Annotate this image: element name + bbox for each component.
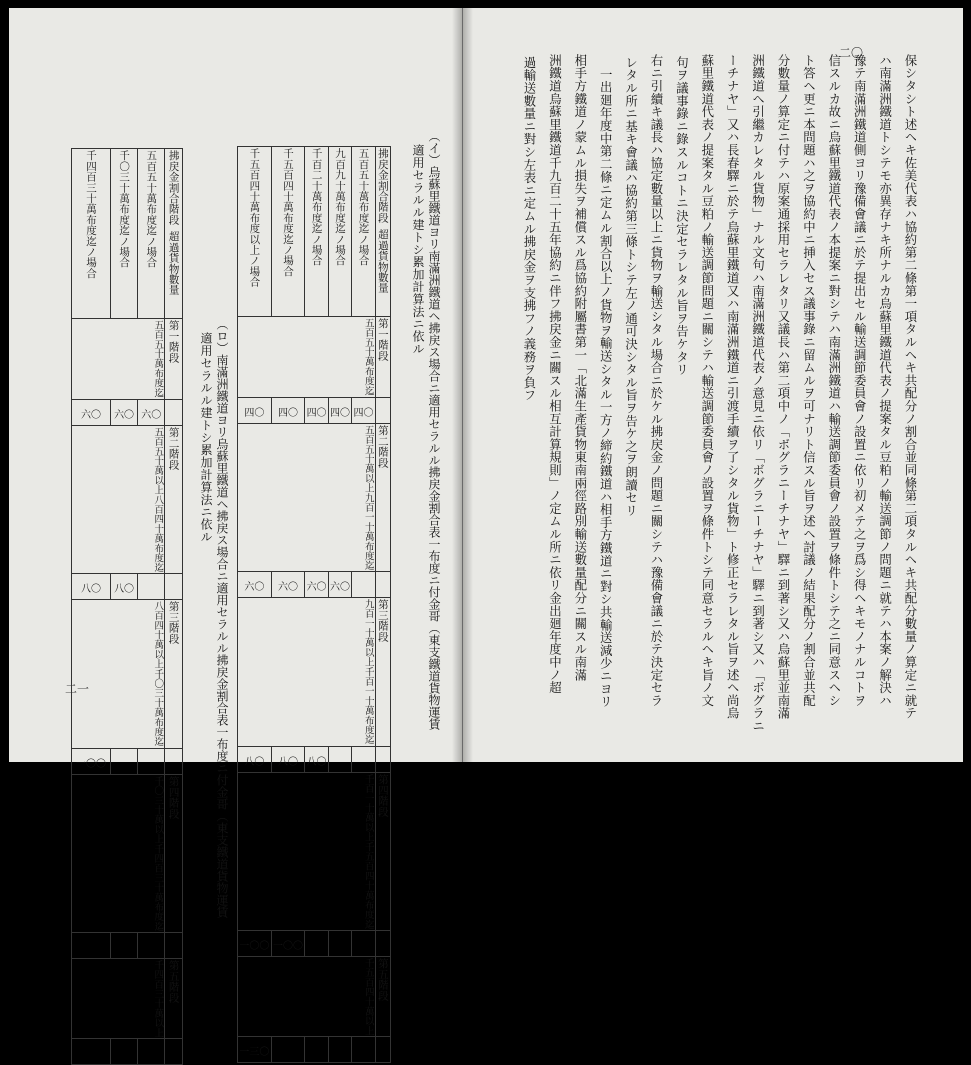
page-number: 二〇	[839, 46, 864, 60]
refund-rate-cell: 一〇〇	[75, 758, 106, 770]
stage-label: 第五階段	[376, 957, 389, 1001]
refund-rate-cell: 四〇	[330, 407, 351, 419]
refund-table-i	[237, 146, 391, 1063]
refund-rate-cell: 八〇	[306, 756, 327, 768]
text-column: 信スルカ故ニ烏蘇里鐵道代表ノ本提案ニ對シテハ南滿洲鐵道ハ輸送調節委員會ノ設置ヲ條件トシテ之ニ同意スヘシ	[826, 54, 842, 707]
stage-label: 第四階段	[167, 775, 180, 819]
stage-label: 第二階段	[167, 426, 180, 470]
refund-rate-cell: 八〇	[278, 756, 299, 768]
stage-label: 第一階段	[167, 320, 180, 363]
stage-range: 五百五十萬布度迄	[152, 320, 164, 398]
refund-rate-cell: 四〇	[306, 407, 327, 419]
text-column: 句ヲ議事錄ニ錄スルコトニ決定セラレタル旨ヲ告ケタリ	[674, 56, 690, 376]
table-row-label: 千五百四十萬布度迄ノ場合	[282, 148, 295, 277]
right-page	[463, 8, 963, 762]
refund-rate-cell: 六〇	[80, 409, 101, 421]
stage-label: 第五階段	[167, 959, 180, 1003]
stage-label: 第三階段	[376, 599, 389, 642]
table-row-label: 五百五十萬布度迄ノ場合	[357, 148, 370, 266]
text-column: ハ南滿洲鐵道トシテモ亦異存ナキ所ナルカ烏蘇里鐵道代表ノ提案タル豆粕ノ輸送調節ノ問題ニ就テハ本案ノ解決ハ	[877, 54, 893, 707]
stage-range: 九百一十萬以上千百一十萬布度迄	[362, 599, 374, 745]
stage-label: 第二階段	[376, 424, 389, 468]
text-column: 洲鐵道ヘ引繼カレタル貨物」ナル文句ハ南滿洲鐵道代表ノ意見ニ依リ「ボグラニーチナヤ」驛ニ到著シ又ハ「ボグラニ	[750, 54, 766, 733]
stage-range: 五百五十萬布度迄	[362, 318, 374, 396]
table-row-label: 千百二十萬布度迄ノ場合	[310, 148, 323, 266]
text-column: 右ニ引續キ議長ハ協定數量以上ニ貨物ヲ輸送シタル場合ニ於ケル拂戻金ノ問題ニ關シテハ豫備會議ニ於テ決定セラ	[649, 54, 664, 707]
refund-rate-cell: 一〇〇	[273, 940, 304, 952]
refund-rate-cell: 八〇	[114, 584, 135, 596]
refund-rate-cell: 六〇	[141, 409, 162, 421]
section-subline: 適用セラルル建トシ累加計算法ニ依ル	[411, 144, 425, 355]
table-corner-label: 超過貨物數量	[167, 230, 180, 296]
stage-range: 千四百三十萬以上	[152, 959, 164, 1038]
table-row-label: 千五百四十萬布度以上ノ場合	[248, 148, 261, 288]
refund-rate-cell: 八〇	[244, 756, 265, 768]
text-column: 過輸送數量ニ對シ左表ニ定ムル拂戻金ヲ支拂フノ義務ヲ負フ	[522, 56, 537, 402]
refund-rate-cell: 六〇	[330, 582, 351, 594]
text-column: 保シタシト述ヘキ佐美代表ハ協約第二條第一項タルヘキ共配分ノ割合並同條第二項タルヘキ共配分數量ノ算定ニ就テ	[903, 54, 918, 720]
stage-range: 八百四十萬以上千〇三十萬布度迄	[152, 601, 164, 747]
refund-rate-cell: 六〇	[278, 582, 299, 594]
stage-range: 千五百四十萬以上	[362, 957, 374, 1036]
table-row-label: 五百五十萬布度迄ノ場合	[145, 150, 158, 268]
refund-rate-cell: 四〇	[353, 407, 374, 419]
table-corner-label: 拂戻金割合階段	[376, 148, 389, 223]
text-column: 分數量ノ算定ニ付テハ原案通採用セラレタリ又議長ハ第二項中ノ「ボグラニーチナヤ」驛ニ到著シ又ハ烏蘇里並南滿	[776, 54, 791, 720]
stage-label: 第四階段	[376, 773, 389, 817]
text-column: レタル所ニ基キ會議ハ協約第三條トシテ左ノ通可決シタル旨ヲ告ケ之ヲ朗讀セリ	[623, 56, 639, 517]
refund-rate-cell: 四〇	[278, 407, 299, 419]
page-number: 二一	[65, 682, 90, 696]
stage-range: 千〇三十萬以上千四百三十萬布度迄	[152, 775, 164, 931]
refund-rate-cell: 一三〇	[239, 1047, 270, 1059]
section-heading: （ロ）南滿洲鐵道ヨリ烏蘇里鐵道ヘ拂戻ス場合ニ適用セラルル拂戻金割合表一布度ニ付金哥（東支鐵道貨物運賃	[215, 318, 229, 918]
refund-rate-cell: 八〇	[80, 584, 101, 596]
refund-rate-cell: 六〇	[244, 582, 265, 594]
table-row-label: 千〇三十萬布度迄ノ場合	[118, 150, 131, 268]
text-column: 一出廻年度中第二條ニ定ムル割合以上ノ貨物ヲ輸送シタル一方ノ締約鐵道ハ相手方鐵道ニ對シ共輸送減少ニヨリ	[598, 68, 614, 708]
text-column: ーチナヤ」又ハ長春驛ニ於テ烏蘇里鐵道又ハ南滿洲鐵道ニ引渡手續ヲ了シタル貨物」ト修正セラレタル旨ヲ述ヘ尚烏	[725, 54, 741, 720]
text-column: 相手方鐵道ノ蒙ムル損失ヲ補償スル爲協約附屬書第一「北滿生產貨物東南兩徑路別輸送數量配分ニ關スル南滿	[572, 54, 588, 682]
stage-range: 五百五十萬以上八百四十萬布度迄	[152, 426, 164, 573]
stage-label: 第一階段	[376, 318, 389, 361]
refund-rate-cell: 六〇	[306, 582, 327, 594]
refund-rate-cell: 一〇〇	[239, 940, 270, 952]
stage-range: 千百一十萬以上千五百四十萬布度迄	[362, 773, 374, 929]
stage-range: 五百五十萬以上九百一十萬布度迄	[362, 424, 374, 571]
stage-label: 第三階段	[167, 601, 180, 644]
text-column: ト答ヘ更ニ本問題ハ之ヲ協約中ニ挿入セス議事錄ニ留ムルヲ可ナリト信スル旨ヲ述ヘ討議ノ結果配分ノ割合並共配	[801, 54, 817, 707]
refund-rate-cell: 六〇	[114, 409, 135, 421]
refund-table-ro	[71, 148, 183, 1065]
refund-rate-cell: 四〇	[244, 407, 265, 419]
text-column: 洲鐵道烏蘇里鐵道千九百二十五年協約ニ伴フ拂戻金ニ關スル相互計算規則」ノ定ムル所ニ依リ金出廻年度中ノ超	[547, 54, 563, 694]
left-page	[9, 8, 463, 1059]
table-corner-label: 拂戻金割合階段	[167, 150, 180, 225]
text-column: 蘇里鐵道代表ノ提案タル豆粕ノ輸送調節問題ニ關シテハ輸送調節委員會ノ設置ヲ條件トシテ同意セラルヘキ旨ノ文	[699, 54, 715, 707]
table-row-label: 九百九十萬布度迄ノ場合	[334, 148, 347, 266]
table-corner-label: 超過貨物數量	[376, 228, 389, 294]
section-subline: 適用セラルル建トシ累加計算法ニ依ル	[199, 332, 213, 543]
text-column: 豫テ南滿洲鐵道側ヨリ豫備會議ニ於テ提出セル輸送調節委員會ノ設置ニ依リ初メテ之ヲ爲シ得ヘキモノナルコトヲ	[852, 54, 868, 707]
table-row-label: 千四百三十萬布度迄ノ場合	[85, 150, 97, 279]
section-heading: （イ）烏蘇里鐵道ヨリ南滿洲鐵道ヘ拂戻ス場合ニ適用セラルル拂戻金割合表一布度ニ付金哥（東支鐵道貨物運賃	[427, 130, 441, 730]
